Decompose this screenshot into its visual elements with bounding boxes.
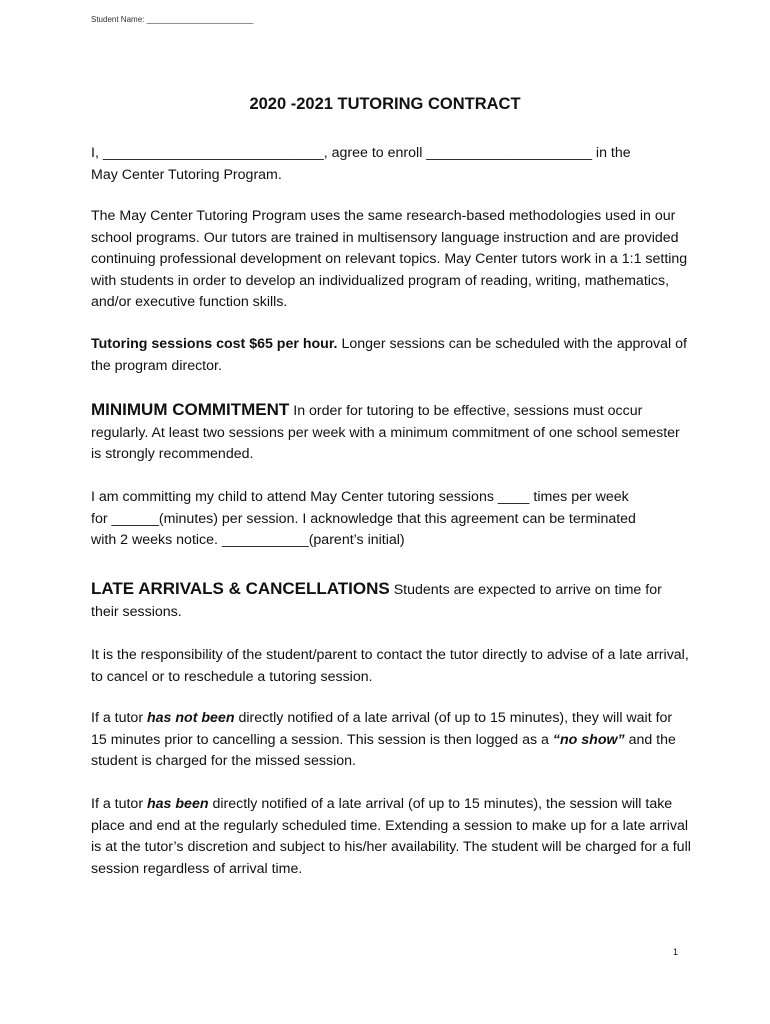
minimum-commitment-text: In order for tutoring to be effective, sessions must occur regularly. At least two sessions per week with a minimum commitment of one school semester is strongly recommended.	[91, 403, 680, 463]
commitment-line-3: with 2 weeks notice. ___________(parent’s initial)	[91, 532, 405, 549]
student-name-field: Student Name: ________________________	[91, 15, 254, 24]
late-arrivals-text: Students are expected to arrive on time for their sessions.	[91, 582, 662, 620]
minimum-commitment-paragraph	[91, 399, 691, 466]
commitment-line-2: for ______(minutes) per session. I acknowledge that this agreement can be terminated	[91, 510, 636, 527]
not-notified-post: and the student is charged for the missed session.	[91, 731, 676, 770]
page-title: 2020 -2021 TUTORING CONTRACT	[249, 95, 521, 113]
agreement-line-1: I, ____________________________, agree to enroll _____________________ in the	[91, 145, 631, 161]
intro-paragraph: The May Center Tutoring Program uses the same research-based methodologies used in our school programs. Our tutors are trained in multisensory language instruction and are provided continuing professional development on relevant topics. May Center tutors work in a 1:1 setting with students in order to develop an individualized program of reading, writing, mathematics, and/or executive function skills.	[91, 208, 688, 311]
notified-post: directly notified of a late arrival (of up to 15 minutes), the session will take place and end at the regularly scheduled time. Extending a session to make up for a late arrival is at the tutor’s discretion and subject to his/her availability. The student will be charged for a full session regardless of arrival time.	[91, 796, 691, 877]
not-notified-pre: If a tutor	[91, 710, 147, 726]
not-notified-emphasis: has not been	[147, 710, 235, 726]
commitment-line-1: I am committing my child to attend May Center tutoring sessions ____ times per week	[91, 489, 629, 505]
notified-emphasis: has been	[147, 796, 209, 812]
cost-paragraph	[91, 334, 691, 377]
minimum-commitment-heading: MINIMUM COMMITMENT	[91, 400, 290, 419]
notified-paragraph	[91, 794, 691, 880]
responsibility-paragraph: It is the responsibility of the student/parent to contact the tutor directly to advise of a late arrival, to cancel or to reschedule a tutoring session.	[91, 647, 689, 685]
page-number: 1	[672, 947, 678, 957]
commitment-statement	[91, 487, 691, 552]
cost-text: Longer sessions can be scheduled with the approval of the program director.	[91, 336, 687, 374]
no-show-emphasis: “no show”	[552, 731, 625, 748]
not-notified-mid: directly notified of a late arrival (of up to 15 minutes), they will wait for 15 minutes prior to cancelling a session. This session is then logged as a	[91, 710, 673, 748]
notified-pre: If a tutor	[91, 796, 147, 812]
not-notified-paragraph	[91, 708, 691, 773]
agreement-paragraph	[91, 143, 691, 186]
late-arrivals-heading: LATE ARRIVALS & CANCELLATIONS	[91, 579, 390, 598]
late-arrivals-paragraph	[91, 578, 691, 623]
agreement-line-2: May Center Tutoring Program.	[91, 166, 282, 183]
cost-bold-text: Tutoring sessions cost $65 per hour.	[91, 336, 338, 352]
